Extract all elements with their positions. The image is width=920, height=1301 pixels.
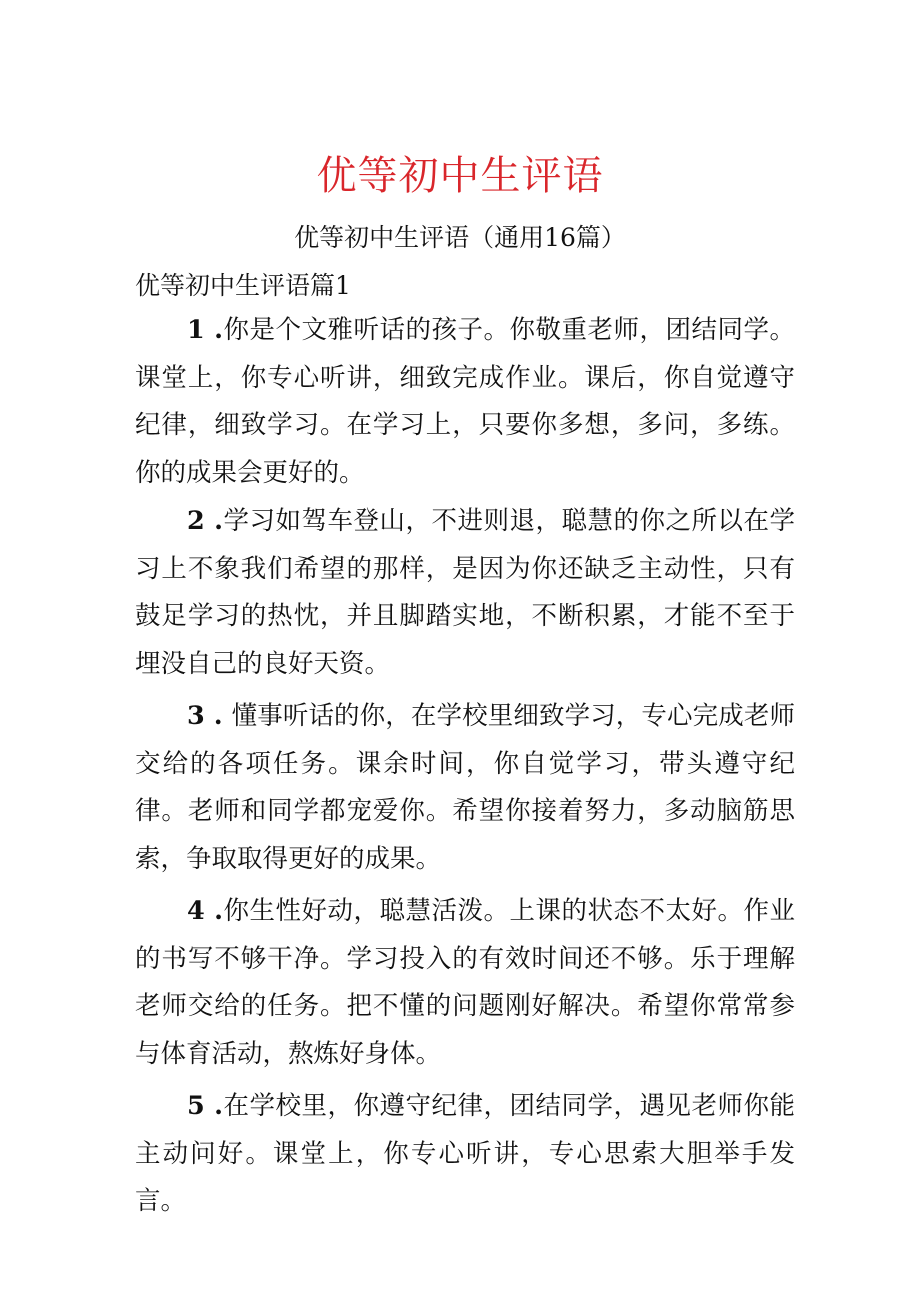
comment-paragraph-3 xyxy=(135,693,795,883)
comment-number: 2 xyxy=(187,506,205,536)
comment-separator: . xyxy=(204,315,224,345)
comment-separator: . xyxy=(204,701,232,731)
comment-separator: . xyxy=(204,506,224,536)
comment-separator: . xyxy=(204,1091,224,1121)
comment-text: 你生性好动，聪慧活泼。上课的状态不太好。作业的书写不够干净。学习投入的有效时间还不够。乐于理解老师交给的任务。把不懂的问题刚好解决。希望你常常参与体育活动，熬炼好身体。 xyxy=(135,896,795,1069)
section-heading: 优等初中生评语篇1 xyxy=(135,271,351,300)
document-subtitle: 优等初中生评语（通用16篇） xyxy=(294,223,626,252)
comment-paragraph-2 xyxy=(135,498,795,688)
comment-number: 5 xyxy=(187,1091,205,1121)
comment-number: 4 xyxy=(187,896,205,926)
comment-number: 3 xyxy=(187,701,205,731)
comment-paragraph-4 xyxy=(135,888,795,1078)
comment-text: 在学校里，你遵守纪律，团结同学，遇见老师你能主动问好。课堂上，你专心听讲，专心思索大胆举手发言。 xyxy=(135,1091,795,1217)
comment-paragraph-5 xyxy=(135,1083,795,1226)
comment-text: 懂事听话的你，在学校里细致学习，专心完成老师交给的各项任务。课余时间，你自觉学习，带头遵守纪律。老师和同学都宠爱你。希望你接着努力，多动脑筋思索，争取取得更好的成果。 xyxy=(135,701,795,874)
comment-paragraph-1 xyxy=(135,307,795,497)
comment-text: 你是个文雅听话的孩子。你敬重老师，团结同学。课堂上，你专心听讲，细致完成作业。课后，你自觉遵守纪律，细致学习。在学习上，只要你多想，多问，多练。你的成果会更好的。 xyxy=(135,315,795,488)
comment-text: 学习如驾车登山，不进则退，聪慧的你之所以在学习上不象我们希望的那样，是因为你还缺乏主动性，只有鼓足学习的热忱，并且脚踏实地，不断积累，才能不至于埋没自己的良好天资。 xyxy=(135,506,795,679)
comment-number: 1 xyxy=(187,315,205,345)
document-title: 优等初中生评语 xyxy=(316,153,604,199)
comment-separator: . xyxy=(204,896,224,926)
